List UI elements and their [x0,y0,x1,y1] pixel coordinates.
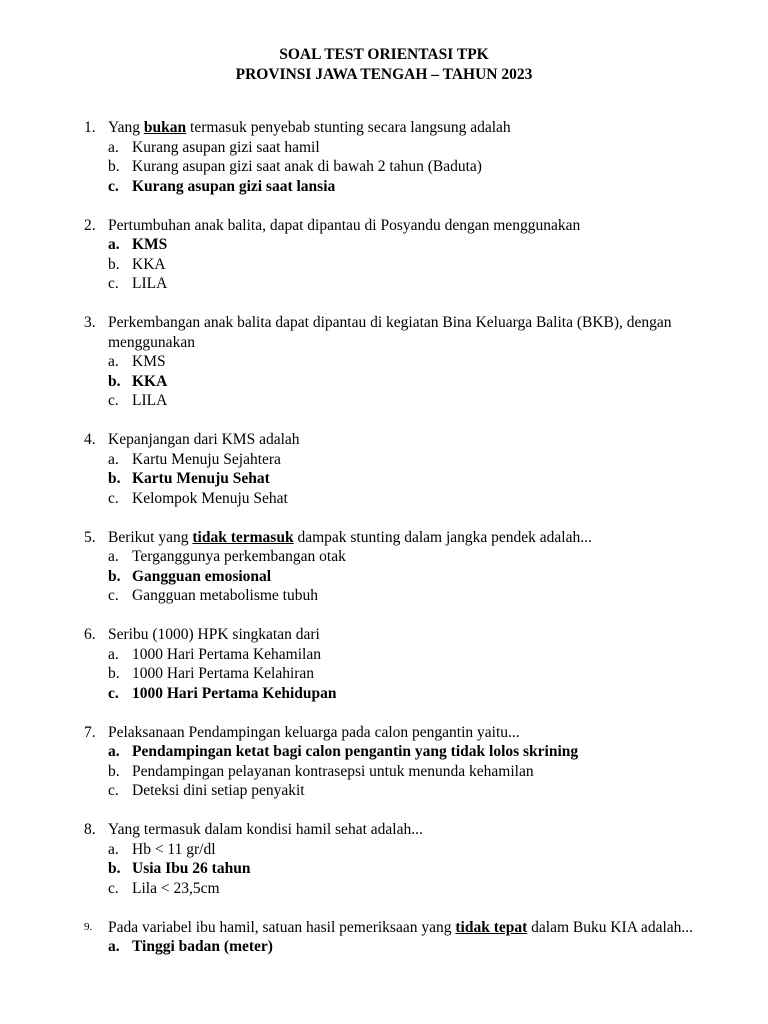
option [108,586,724,606]
question-text-pre: Yang termasuk dalam kondisi hamil sehat adalah... [108,821,423,838]
option-letter: a. [108,353,119,370]
option-text: Lila < 23,5cm [132,879,220,897]
option-text: Kelompok Menuju Sehat [132,489,288,507]
question-text [108,625,724,645]
option-letter: c. [108,879,119,897]
option-letter: a. [108,450,119,468]
option-text: Gangguan metabolisme tubuh [132,587,318,604]
question-line [84,625,724,645]
option-correct [108,177,724,197]
question-line [84,918,724,938]
question-text [108,216,724,236]
option-text: 1000 Hari Pertama Kehamilan [132,645,321,663]
option-correct [108,567,724,587]
option-list [108,138,724,197]
option-correct [108,859,724,879]
question-text [108,820,724,840]
option-letter: c. [108,177,119,195]
option-list [108,235,724,294]
question-number: 8. [84,821,96,838]
option-letter: a. [108,138,119,156]
option-text: KMS [132,353,166,370]
option-text: Pendampingan pelayanan kontrasepsi untuk menunda kehamilan [132,762,534,780]
option-text: Hb < 11 gr/dl [132,840,216,858]
option-text: Kurang asupan gizi saat anak di bawah 2 tahun (Baduta) [132,158,482,175]
question-line [84,118,724,138]
option-correct [108,684,724,704]
option-letter: a. [108,840,119,858]
option-letter: a. [108,236,120,253]
option-correct [108,469,724,489]
option-list [108,645,724,704]
question-text [108,723,724,743]
question-text [108,430,724,450]
question-number: 3. [84,314,96,331]
option [108,762,724,782]
question-number: 2. [84,216,96,234]
option [108,450,724,470]
option-text: Gangguan emosional [132,567,272,585]
question-text-pre: Pada variabel ibu hamil, satuan hasil pemeriksaan yang [108,918,456,936]
question-item [84,430,724,508]
option-letter: c. [108,782,119,799]
option-text: Pendampingan ketat bagi calon pengantin yang tidak lolos skrining [132,743,579,760]
option-letter: b. [108,158,120,175]
option-letter: a. [108,743,120,760]
question-line [84,313,724,352]
question-text [108,313,724,352]
question-item [84,118,724,196]
option-list [108,937,724,957]
option [108,879,724,899]
option-letter: b. [108,470,121,487]
question-line [84,216,724,236]
option-text: 1000 Hari Pertama Kelahiran [132,665,315,682]
option-letter: b. [108,255,120,273]
question-line [84,820,724,840]
option [108,157,724,177]
option-letter: b. [108,762,120,780]
question-text-pre: Seribu (1000) HPK singkatan dari [108,626,320,643]
header-title: SOAL TEST ORIENTASI TPK [279,46,489,63]
option [108,255,724,275]
question-number: 4. [84,431,96,448]
option-letter: c. [108,587,119,604]
option [108,391,724,411]
question-item [84,723,724,801]
option-correct [108,742,724,762]
option [108,489,724,509]
option [108,664,724,684]
question-item [84,625,724,703]
question-text [108,118,724,138]
question-item [84,313,724,411]
option [108,274,724,294]
question-item [84,216,724,294]
option-text: KKA [132,372,168,390]
question-item [84,528,724,606]
question-text-pre: Berikut yang [108,528,193,546]
option-list [108,742,724,801]
option-list [108,352,724,411]
question-item [84,918,724,957]
question-text-pre: Pertumbuhan anak balita, dapat dipantau di Posyandu dengan menggunakan [108,216,581,234]
option-correct [108,235,724,255]
option-text: KKA [132,255,166,273]
option-letter: b. [108,567,121,585]
option [108,547,724,567]
option-text: Kurang asupan gizi saat hamil [132,138,320,156]
option-list [108,450,724,509]
option-letter: c. [108,275,119,292]
option-text: Kartu Menuju Sehat [132,470,270,487]
option-correct [108,372,724,392]
option-letter: c. [108,489,119,507]
option-text: Deteksi dini setiap penyakit [132,782,305,799]
question-text-emphasis: tidak termasuk [192,528,294,546]
question-list [84,118,724,976]
question-line [84,430,724,450]
option [108,645,724,665]
option-text: Tinggi badan (meter) [132,938,273,955]
option-text: LILA [132,275,168,292]
option-list [108,547,724,606]
question-text-pre: Pelaksanaan Pendampingan keluarga pada calon pengantin yaitu... [108,723,520,741]
option-letter: b. [108,665,120,682]
question-text [108,918,724,938]
option-list [108,840,724,899]
question-text-post: dalam Buku KIA adalah... [527,918,694,936]
option-letter: b. [108,372,121,390]
question-number: 5. [84,528,96,546]
option-text: Kurang asupan gizi saat lansia [132,177,336,195]
document-header [0,45,768,85]
question-item [84,820,724,898]
question-text [108,528,724,548]
question-text-post: dampak stunting dalam jangka pendek adalah... [293,528,592,546]
option-text: KMS [132,236,168,253]
question-text-pre: Kepanjangan dari KMS adalah [108,431,300,448]
option [108,138,724,158]
question-number: 1. [84,119,96,136]
question-text-pre: Yang [108,119,144,136]
question-number: 7. [84,723,96,741]
option-text: 1000 Hari Pertama Kehidupan [132,684,337,702]
option [108,781,724,801]
option-letter: b. [108,860,121,877]
option-text: LILA [132,392,168,409]
question-number: 9. [84,920,93,933]
option-letter: a. [108,938,120,955]
option-letter: a. [108,548,119,565]
question-text-pre: Perkembangan anak balita dapat dipantau di kegiatan Bina Keluarga Balita (BKB), dengan menggunakan [108,314,672,351]
question-line [84,723,724,743]
option-correct [108,937,724,957]
option-text: Usia Ibu 26 tahun [132,860,251,877]
option-letter: c. [108,392,119,409]
option-text: Kartu Menuju Sejahtera [132,450,281,468]
question-text-post: termasuk penyebab stunting secara langsung adalah [186,119,511,136]
question-text-emphasis: bukan [143,119,187,136]
header-subtitle: PROVINSI JAWA TENGAH – TAHUN 2023 [235,66,533,83]
question-text-emphasis: tidak tepat [455,918,528,936]
option [108,352,724,372]
option-letter: a. [108,645,119,663]
question-number: 6. [84,626,96,643]
option-text: Terganggunya perkembangan otak [132,548,346,565]
question-line [84,528,724,548]
option-letter: c. [108,684,119,702]
option [108,840,724,860]
